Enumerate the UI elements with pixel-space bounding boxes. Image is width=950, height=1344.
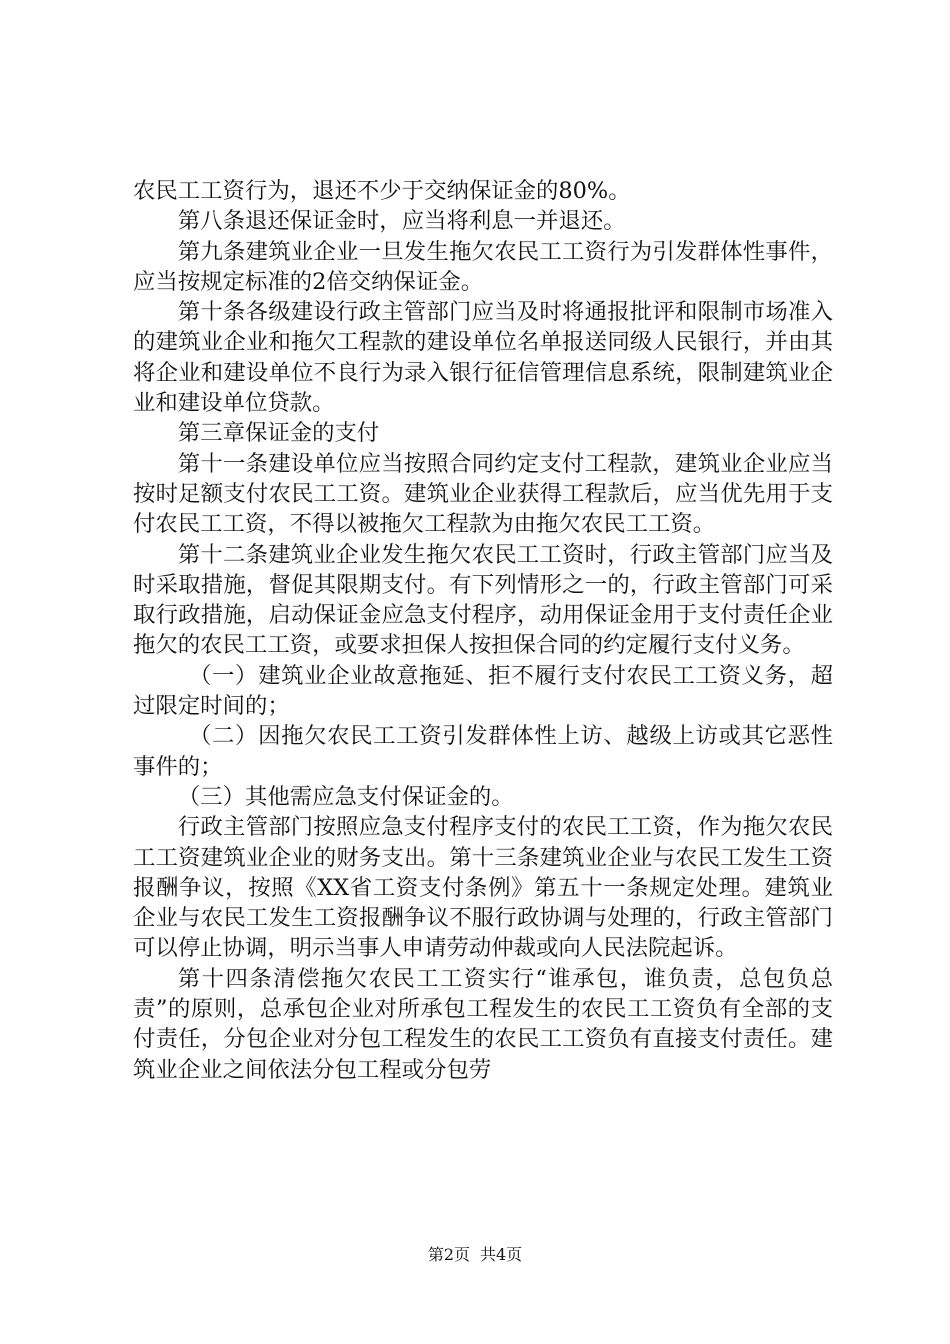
page-number: 第2页 xyxy=(427,1245,470,1264)
paragraph: 农民工工资行为，退还不少于交纳保证金的80%。 xyxy=(133,178,631,204)
paragraph: 第九条建筑业企业一旦发生拖欠农民工工资行为引发群体性事件，应当按规定标准的2倍交纳保证金。 xyxy=(133,238,833,295)
paragraph: 第十二条建筑业企业发生拖欠农民工工资时，行政主管部门应当及时采取措施，督促其限期支付。有下列情形之一的，行政主管部门可采取行政措施，启动保证金应急支付程序，动用保证金用于支付责任企业拖欠的农民工工资，或要求担保人按担保合同的约定履行支付义务。 xyxy=(133,541,833,659)
paragraph: 第十条各级建设行政主管部门应当及时将通报批评和限制市场准入的建筑业企业和拖欠工程款的建设单位名单报送同级人民银行，并由其将企业和建设单位不良行为录入银行征信管理信息系统，限制建筑业企业和建设单位贷款。 xyxy=(133,299,833,417)
page-footer xyxy=(0,1245,950,1265)
paragraph: 第八条退还保证金时，应当将利息一并退还。 xyxy=(177,208,626,235)
paragraph: 第十一条建设单位应当按照合同约定支付工程款，建筑业企业应当按时足额支付农民工工资。建筑业企业获得工程款后，应当优先用于支付农民工工资，不得以被拖欠工程款为由拖欠农民工工资。 xyxy=(133,450,833,538)
paragraph: 第十四条清偿拖欠农民工工资实行“谁承包，谁负责，总包负总责”的原则，总承包企业对所承包工程发生的农民工工资负有全部的支付责任，分包企业对分包工程发生的农民工工资负有直接支付责任。建筑业企业之间依法分包工程或分包劳 xyxy=(133,965,833,1083)
list-item: （三）其他需应急支付保证金的。 xyxy=(177,783,514,810)
chapter-heading: 第三章保证金的支付 xyxy=(177,420,380,447)
total-pages: 共4页 xyxy=(480,1245,523,1264)
list-item: （二）因拖欠农民工工资引发群体性上访、越级上访或其它恶性事件的； xyxy=(133,723,833,780)
list-item: （一）建筑业企业故意拖延、拒不履行支付农民工工资义务，超过限定时间的； xyxy=(133,662,833,720)
paragraph: 行政主管部门按照应急支付程序支付的农民工工资，作为拖欠农民工工资建筑业企业的财务支出。第十三条建筑业企业与农民工发生工资报酬争议，按照《XX省工资支付条例》第五十一条规定处理。建筑业企业与农民工发生工资报酬争议不服行政协调与处理的，行政主管部门可以停止协调，明示当事人申请劳动仲裁或向人民法院起诉。 xyxy=(133,814,833,962)
document-body xyxy=(133,176,833,1085)
